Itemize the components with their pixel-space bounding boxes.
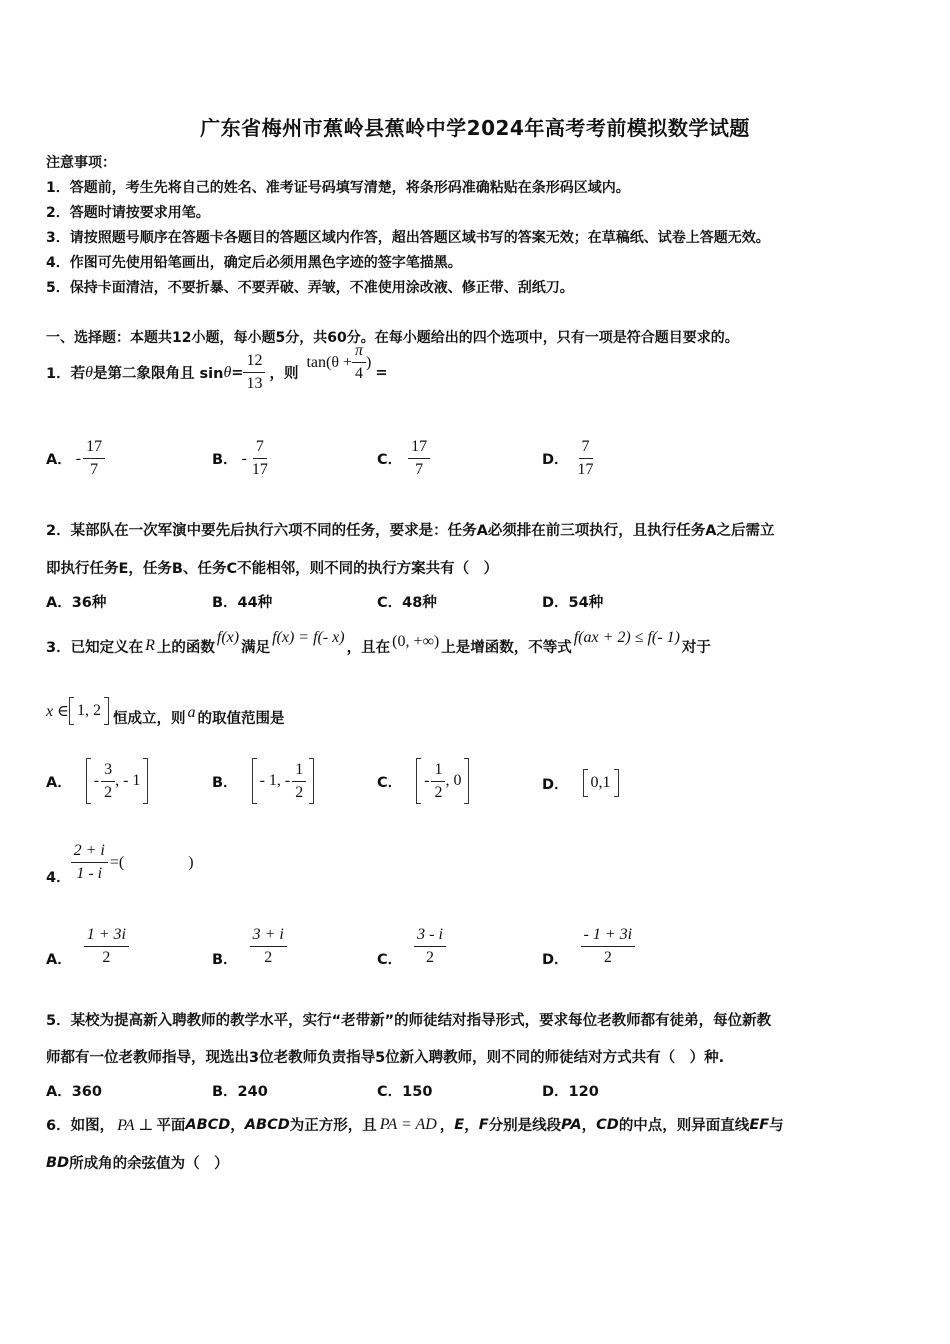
bracket-right bbox=[464, 758, 469, 804]
q5-line-2: 师都有一位老教师指导，现选出3位老教师负责指导5位新入聘教师，则不同的师徒结对方式共有（ ）种. bbox=[46, 1050, 725, 1066]
q6-text: 为正方形，且 bbox=[289, 1118, 377, 1134]
q2-option-c[interactable]: C．48种 bbox=[377, 595, 437, 611]
q3-even-eq: f(x) = f(- x) bbox=[272, 629, 345, 646]
option-label: B． bbox=[212, 952, 238, 968]
option-num: 3 - i bbox=[414, 924, 446, 947]
q6-math: PA ⊥ bbox=[117, 1116, 154, 1134]
option-left: - bbox=[424, 772, 430, 789]
bracket-left bbox=[583, 769, 588, 797]
option-num: 3 bbox=[101, 759, 115, 782]
q3-inequality: f(ax + 2) ≤ f(- 1) bbox=[573, 629, 680, 646]
option-left: - 1, - bbox=[259, 772, 291, 789]
option-num: 17 bbox=[83, 436, 105, 459]
q3-fx: f(x) bbox=[216, 629, 240, 646]
option-left: - bbox=[93, 772, 100, 789]
option-text: 0,1 bbox=[590, 774, 611, 791]
q1-pi: π bbox=[352, 340, 366, 363]
q3-text: ，且在 bbox=[346, 639, 391, 656]
q5-option-a[interactable]: A．360 bbox=[46, 1084, 102, 1100]
option-den: 2 bbox=[264, 949, 273, 966]
option-den: 2 bbox=[295, 783, 304, 801]
option-fraction bbox=[83, 436, 105, 481]
q6-term: F bbox=[478, 1116, 489, 1133]
q3-x: x ∈ bbox=[46, 703, 69, 720]
option-num: 7 bbox=[253, 436, 267, 459]
bracket-left bbox=[69, 697, 74, 725]
q4-option-a[interactable] bbox=[46, 924, 129, 969]
q3-R: R bbox=[145, 637, 155, 654]
q6-text: ， bbox=[464, 1118, 479, 1134]
q4-prefix: 4． bbox=[46, 870, 71, 886]
notice-item: 3．请按照题号顺序在答题卡各题目的答题区域内作答，超出答题区域书写的答案无效；在草稿纸、试卷上答题无效。 bbox=[46, 230, 770, 246]
q3-text: 上的函数 bbox=[156, 639, 215, 656]
q1-theta-2: θ bbox=[223, 363, 232, 381]
option-label: D． bbox=[542, 952, 569, 968]
option-interval bbox=[252, 758, 315, 804]
bracket-left bbox=[252, 758, 257, 804]
option-fraction bbox=[408, 436, 430, 481]
q6-line-1 bbox=[46, 1114, 784, 1135]
q1-sin-num: 12 bbox=[243, 350, 265, 373]
q6-text: 平面 bbox=[156, 1118, 186, 1134]
option-fraction bbox=[101, 759, 115, 804]
q3-option-a[interactable] bbox=[46, 758, 148, 804]
q3-option-b[interactable] bbox=[212, 758, 314, 804]
option-fraction bbox=[431, 759, 445, 804]
option-fraction bbox=[292, 759, 306, 804]
bracket-right bbox=[104, 697, 109, 725]
q4-den: 1 - i bbox=[76, 865, 103, 882]
option-num: 1 bbox=[292, 759, 306, 782]
q3-option-d[interactable] bbox=[542, 758, 619, 808]
option-den: 2 bbox=[104, 783, 113, 801]
q1-option-d[interactable] bbox=[542, 436, 597, 481]
q1-equals: = bbox=[375, 364, 388, 381]
option-sign: - bbox=[75, 449, 82, 467]
q3-text: 3．已知定义在 bbox=[46, 639, 144, 656]
q3-range-text: 1, 2 bbox=[76, 702, 101, 719]
q3-range bbox=[69, 697, 109, 725]
notice-item: 5．保持卡面清洁，不要折暴、不要弄破、弄皱，不准使用涂改液、修正带、刮纸刀。 bbox=[46, 280, 574, 296]
q3-text: 恒成立，则 bbox=[112, 710, 186, 727]
q6-text: 所成角的余弦值为（ ） bbox=[69, 1156, 229, 1172]
option-fraction bbox=[84, 924, 129, 969]
q1-eq: = bbox=[231, 364, 244, 381]
q1-prefix: 1．若 bbox=[46, 366, 86, 382]
option-num: 3 + i bbox=[250, 924, 287, 947]
section-heading: 一、选择题：本题共12小题，每小题5分，共60分。在每小题给出的四个选项中，只有一项是符合题目要求的。 bbox=[46, 330, 739, 346]
option-label: A． bbox=[46, 774, 72, 791]
option-den: 2 bbox=[426, 949, 435, 966]
q6-text: ， bbox=[581, 1118, 597, 1134]
q2-option-b[interactable]: B．44种 bbox=[212, 595, 273, 611]
q1-tan: tan(θ + bbox=[306, 353, 353, 371]
q1-mid: 是第二象限角且 sin bbox=[92, 366, 224, 382]
q6-text: 分别是线段 bbox=[488, 1118, 562, 1134]
q6-term: E bbox=[454, 1116, 465, 1133]
q6-text: ， bbox=[230, 1118, 245, 1134]
page-title: 广东省梅州市蕉岭县蕉岭中学2024年高考考前模拟数学试题 bbox=[200, 116, 750, 140]
q2-line-1: 2．某部队在一次军演中要先后执行六项不同的任务，要求是：任务A必须排在前三项执行，且执行任务A之后需立 bbox=[46, 523, 775, 539]
q3-a: a bbox=[187, 704, 196, 721]
q6-term: ABCD bbox=[185, 1116, 231, 1133]
option-num: 17 bbox=[408, 436, 430, 459]
q1-close: ) bbox=[366, 353, 372, 371]
q4-option-b[interactable] bbox=[212, 924, 287, 969]
option-interval bbox=[583, 769, 619, 797]
q6-term: BD bbox=[46, 1154, 70, 1171]
q6-term: PA bbox=[561, 1116, 582, 1133]
q4-fraction bbox=[71, 840, 108, 885]
option-fraction bbox=[575, 436, 597, 481]
notice-item: 4．作图可先使用铅笔画出，确定后必须用黑色字迹的签字笔描黑。 bbox=[46, 255, 462, 271]
bracket-right bbox=[309, 758, 314, 804]
option-interval bbox=[86, 758, 149, 804]
q1-option-c[interactable] bbox=[377, 436, 430, 481]
q6-text: 的中点，则异面直线 bbox=[618, 1118, 750, 1134]
option-den: 17 bbox=[251, 461, 268, 478]
option-den: 7 bbox=[415, 461, 424, 478]
notice-item: 1．答题前，考生先将自己的姓名、准考证号码填写清楚，将条形码准确粘贴在条形码区域内。 bbox=[46, 180, 630, 196]
option-den: 2 bbox=[603, 949, 612, 966]
question-4 bbox=[46, 840, 194, 885]
q6-math: PA = AD bbox=[379, 1115, 437, 1133]
option-label: C． bbox=[377, 774, 403, 791]
q2-line-2: 即执行任务E，任务B、任务C不能相邻，则不同的执行方案共有（ ） bbox=[46, 561, 499, 577]
option-fraction bbox=[414, 924, 446, 969]
question-1 bbox=[46, 342, 388, 395]
q1-sin-fraction bbox=[243, 350, 265, 395]
option-label: A． bbox=[46, 952, 72, 968]
option-den: 2 bbox=[434, 783, 443, 801]
option-right: , 0 bbox=[445, 772, 462, 789]
option-label: B． bbox=[212, 452, 238, 468]
bracket-left bbox=[416, 758, 421, 804]
q3-interval: (0, +∞) bbox=[392, 633, 440, 650]
option-den: 2 bbox=[102, 949, 111, 966]
q1-four: 4 bbox=[355, 365, 364, 382]
q2-option-d[interactable]: D．54种 bbox=[542, 595, 604, 611]
option-den: 17 bbox=[577, 461, 594, 478]
option-num: - 1 + 3i bbox=[581, 924, 636, 947]
q5-option-b[interactable]: B．240 bbox=[212, 1084, 268, 1100]
q3-text: 满足 bbox=[241, 639, 271, 656]
q6-text: 与 bbox=[769, 1118, 784, 1134]
q1-option-b[interactable] bbox=[212, 436, 271, 481]
bracket-left bbox=[86, 758, 91, 804]
option-label: B． bbox=[212, 774, 238, 791]
q3-option-c[interactable] bbox=[377, 758, 469, 804]
q1-sin-den: 13 bbox=[246, 375, 263, 392]
q6-text: ， bbox=[439, 1118, 455, 1134]
option-label: C． bbox=[377, 452, 403, 468]
notice-heading: 注意事项： bbox=[46, 155, 116, 171]
q6-term: EF bbox=[749, 1116, 770, 1133]
q3-line-1 bbox=[46, 626, 711, 666]
q2-option-a[interactable]: A．36种 bbox=[46, 595, 107, 611]
q1-option-a[interactable] bbox=[46, 436, 105, 481]
option-right: , - 1 bbox=[115, 772, 141, 789]
q4-option-c[interactable] bbox=[377, 924, 446, 969]
q3-text: 上是增函数，不等式 bbox=[441, 639, 572, 656]
option-label: A． bbox=[46, 452, 72, 468]
option-interval bbox=[416, 758, 469, 804]
option-label: D． bbox=[542, 776, 569, 793]
option-fraction bbox=[249, 436, 271, 481]
q5-line-1: 5．某校为提高新入聘教师的教学水平，实行“老带新”的师徒结对指导形式，要求每位老教师都有徒弟，每位新教 bbox=[46, 1013, 772, 1029]
option-fraction bbox=[250, 924, 287, 969]
option-num: 7 bbox=[579, 436, 593, 459]
option-label: C． bbox=[377, 952, 403, 968]
bracket-right bbox=[614, 769, 619, 797]
q6-line-2 bbox=[46, 1152, 229, 1173]
q3-text: 的取值范围是 bbox=[197, 710, 285, 727]
option-sign: - bbox=[241, 449, 247, 467]
option-label: D． bbox=[542, 452, 569, 468]
notice-item: 2．答题时请按要求用笔。 bbox=[46, 205, 210, 221]
q5-option-d[interactable]: D．120 bbox=[542, 1084, 599, 1100]
q3-line-2 bbox=[46, 697, 284, 737]
q4-tail: =( ) bbox=[109, 854, 194, 871]
q6-text: 6．如图， bbox=[46, 1118, 115, 1134]
option-fraction bbox=[581, 924, 636, 969]
q4-option-d[interactable] bbox=[542, 924, 635, 969]
q6-term: CD bbox=[596, 1116, 619, 1133]
q1-theta: θ bbox=[85, 363, 93, 381]
q4-num: 2 + i bbox=[71, 840, 108, 863]
bracket-right bbox=[143, 758, 148, 804]
option-num: 1 + 3i bbox=[84, 924, 129, 947]
option-num: 1 bbox=[431, 759, 445, 782]
q3-text: 对于 bbox=[681, 639, 711, 656]
q5-option-c[interactable]: C．150 bbox=[377, 1084, 433, 1100]
q6-term: ABCD bbox=[244, 1116, 290, 1133]
option-den: 7 bbox=[90, 461, 99, 478]
q1-comma: ，则 bbox=[269, 366, 299, 382]
q1-pi-fraction bbox=[352, 340, 366, 385]
